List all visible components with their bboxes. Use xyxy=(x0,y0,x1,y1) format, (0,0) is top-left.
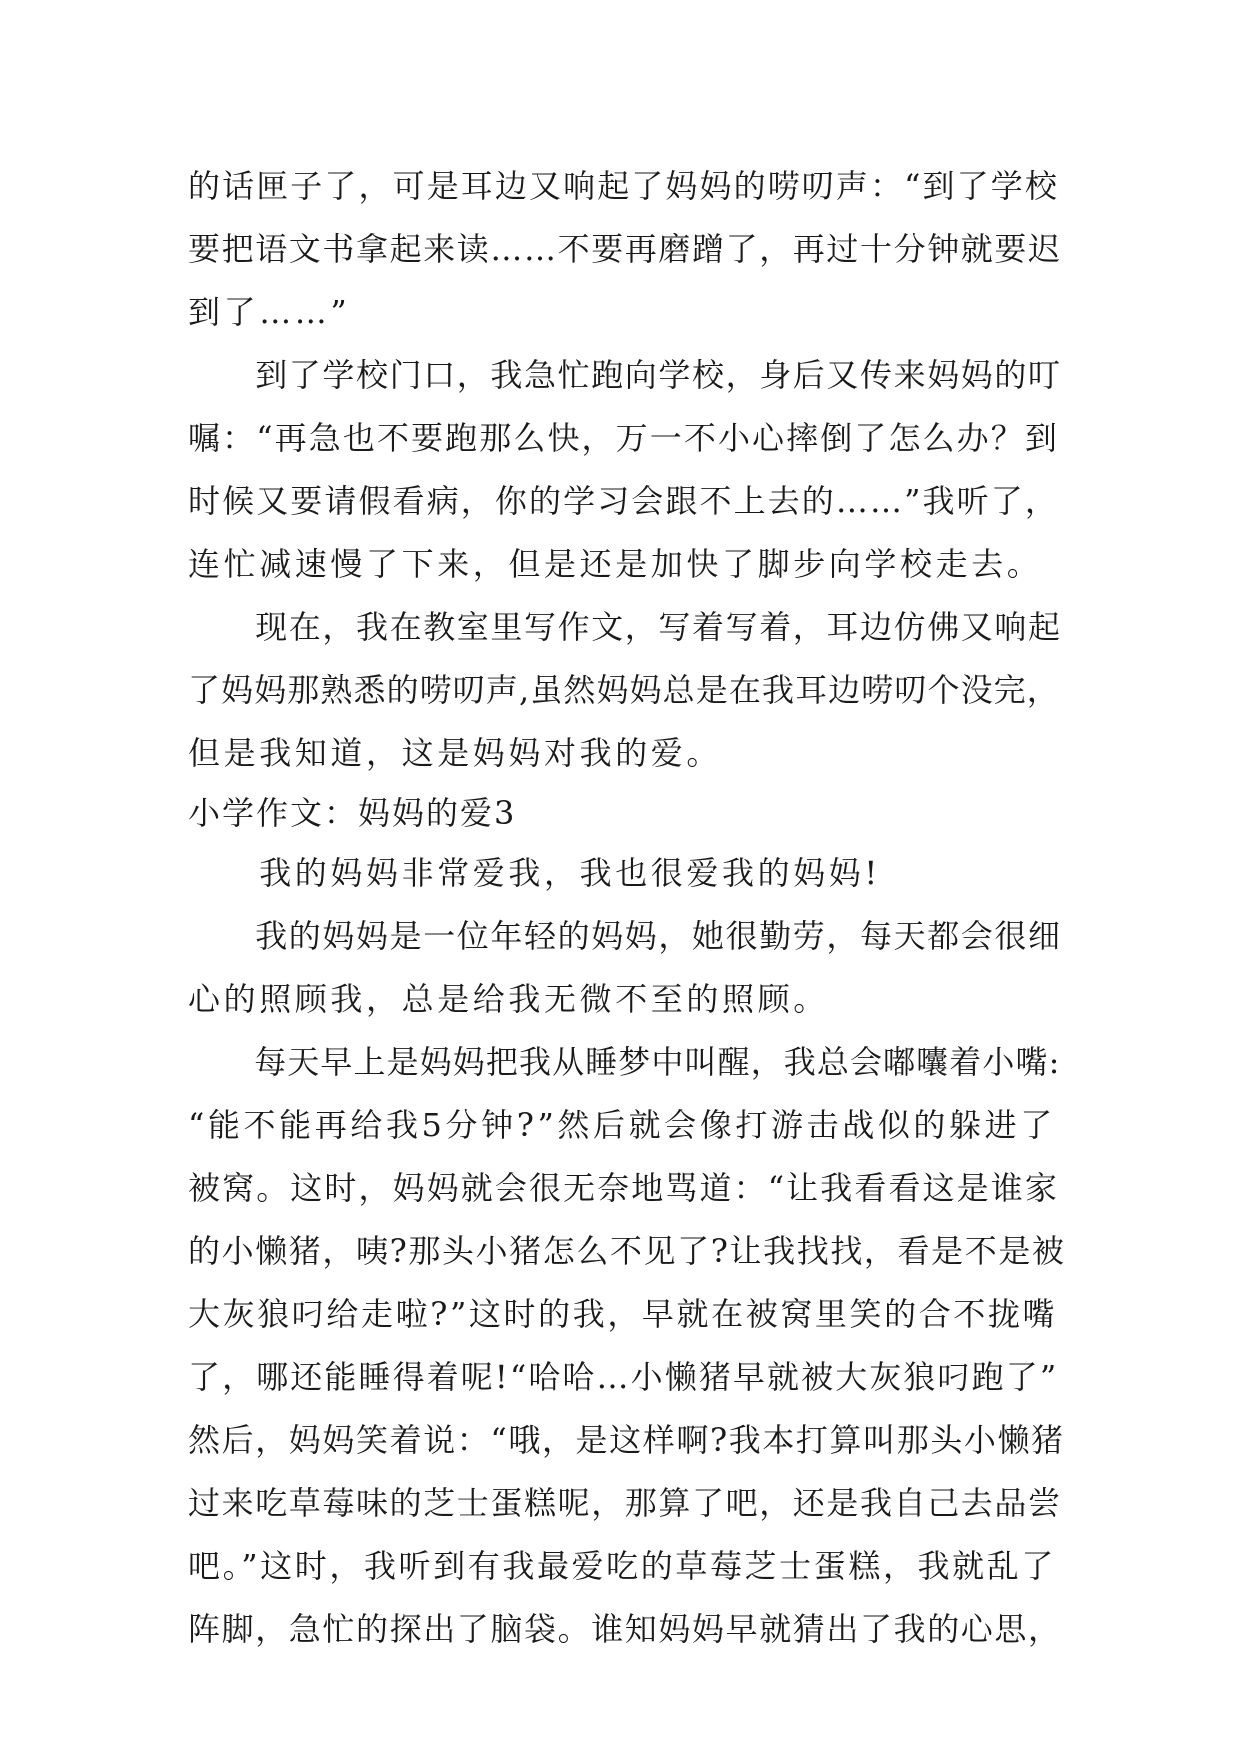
text-line: 心的照顾我，总是给我无微不至的照顾。 xyxy=(188,980,829,1018)
text-line: 了，哪还能睡得着呢!“哈哈…小懒猪早就被大灰狼叼跑了” xyxy=(188,1358,1059,1396)
text-line: 现在，我在教室里写作文，写着写着，耳边仿佛又响起 xyxy=(188,608,1062,646)
text-line: “能不能再给我5分钟?”然后就会像打游击战似的躲进了 xyxy=(188,1106,1056,1144)
text-line: 的小懒猪，咦?那头小猪怎么不见了?让我找找，看是不是被 xyxy=(188,1232,1066,1270)
text-line: 到了……” xyxy=(188,293,351,331)
text-line: 了妈妈那熟悉的唠叨声,虽然妈妈总是在我耳边唠叨个没完， xyxy=(188,671,1060,709)
text-line: 要把语文书拿起来读……不要再磨蹭了，再过十分钟就要迟 xyxy=(188,230,1062,268)
text-line: 但是我知道，这是妈妈对我的爱。 xyxy=(188,734,723,772)
text-line: 时候又要请假看病，你的学习会跟不上去的……”我听了， xyxy=(188,482,1059,520)
text-line: 阵脚，急忙的探出了脑袋。谁知妈妈早就猜出了我的心思， xyxy=(188,1610,1062,1648)
text-line: 被窝。这时，妈妈就会很无奈地骂道：“让我看看这是谁家 xyxy=(188,1169,1059,1207)
text-line: 我的妈妈非常爱我，我也很爱我的妈妈! xyxy=(188,854,881,892)
text-line: 然后，妈妈笑着说：“哦，是这样啊?我本打算叫那头小懒猪 xyxy=(188,1421,1065,1459)
text-line: 吧。”这时，我听到有我最爱吃的草莓芝士蛋糕，我就乱了 xyxy=(188,1547,1056,1585)
text-line: 嘱：“再急也不要跑那么快，万一不小心摔倒了怎么办？到 xyxy=(188,419,1059,457)
text-line: 大灰狼叼给走啦?”这时的我，早就在被窝里笑的合不拢嘴 xyxy=(188,1295,1058,1333)
section-heading: 小学作文：妈妈的爱3 xyxy=(188,794,517,832)
text-line: 每天早上是妈妈把我从睡梦中叫醒，我总会嘟囔着小嘴: xyxy=(188,1043,1061,1081)
text-line: 到了学校门口，我急忙跑向学校，身后又传来妈妈的叮 xyxy=(188,356,1062,394)
text-line: 我的妈妈是一位年轻的妈妈，她很勤劳，每天都会很细 xyxy=(188,917,1062,955)
text-line: 的话匣子了，可是耳边又响起了妈妈的唠叨声：“到了学校 xyxy=(188,167,1059,205)
text-line: 连忙减速慢了下来，但是还是加快了脚步向学校走去。 xyxy=(188,545,1043,583)
text-line: 过来吃草莓味的芝士蛋糕呢，那算了吧，还是我自己去品尝 xyxy=(188,1484,1062,1522)
